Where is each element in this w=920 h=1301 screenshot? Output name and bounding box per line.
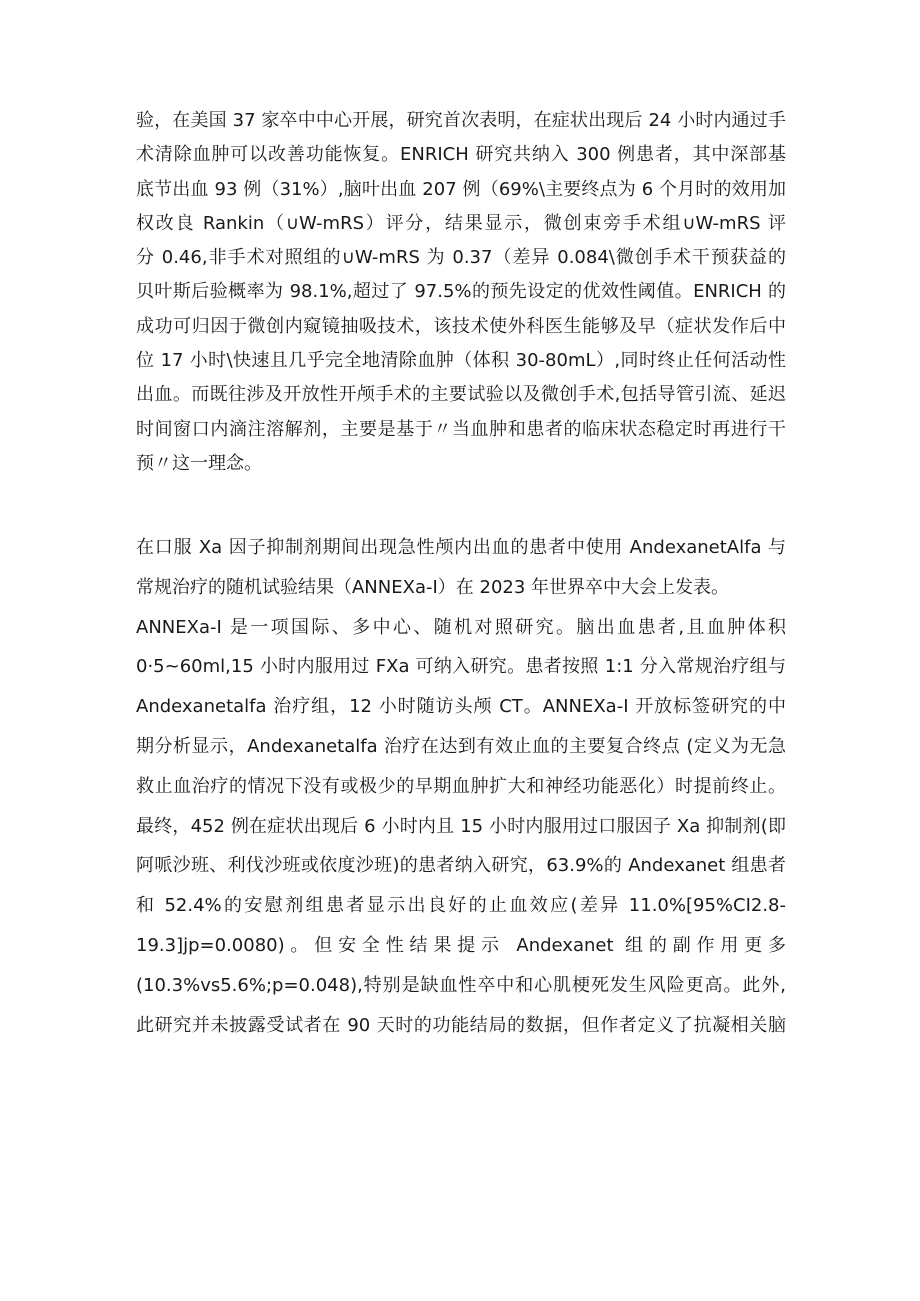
text-line: 0·5~60ml,15 小时内服用过 FXa 可纳入研究。患者按照 1:1 分入常规治疗组与 bbox=[136, 656, 786, 678]
text-line: 最终，452 例在症状出现后 6 小时内且 15 小时内服用过口服因子 Xa 抑制剂(即 bbox=[136, 815, 786, 837]
text-line: 成功可归因于微创内窥镜抽吸技术，该技术使外科医生能够及早（症状发作后中 bbox=[136, 315, 786, 337]
text-line: 验，在美国 37 家卒中中心开展，研究首次表明，在症状出现后 24 小时内通过手 bbox=[136, 110, 786, 131]
text-line: 常规治疗的随机试验结果（ANNEXa-I）在 2023 年世界卒中大会上发表。 bbox=[136, 576, 730, 598]
paragraph-annexa bbox=[136, 528, 786, 1045]
text-line: 底节出血 93 例（31%）,脑叶出血 207 例（69%\主要终点为 6 个月时的效用加 bbox=[136, 178, 786, 200]
text-line: 和 52.4%的安慰剂组患者显示出良好的止血效应(差异 11.0%[95%CI2.8- bbox=[136, 895, 786, 917]
text-line: 19.3]jp=0.0080)。但安全性结果提示 Andexanet 组的副作用更多 bbox=[136, 934, 786, 956]
text-line: 在口服 Xa 因子抑制剂期间出现急性颅内出血的患者中使用 AndexanetAlfa 与 bbox=[136, 537, 786, 558]
text-line: 术清除血肿可以改善功能恢复。ENRICH 研究共纳入 300 例患者，其中深部基 bbox=[136, 144, 786, 166]
text-line: ANNEXa-I 是一项国际、多中心、随机对照研究。脑出血患者,且血肿体积 bbox=[136, 616, 786, 638]
text-line: 贝叶斯后验概率为 98.1%,超过了 97.5%的预先设定的优效性阈值。ENRICH 的 bbox=[136, 281, 786, 303]
text-line: 预〃这一理念。 bbox=[136, 452, 262, 474]
text-line: (10.3%vs5.6%;p=0.048),特别是缺血性卒中和心肌梗死发生风险更高。此外, bbox=[136, 974, 786, 996]
text-line: 救止血治疗的情况下没有或极少的早期血肿扩大和神经功能恶化）时提前终止。 bbox=[136, 775, 786, 797]
text-line: Andexanetalfa 治疗组，12 小时随访头颅 CT。ANNEXa-I 开放标签研究的中 bbox=[136, 696, 786, 718]
text-line: 此研究并未披露受试者在 90 天时的功能结局的数据，但作者定义了抗凝相关脑 bbox=[136, 1014, 786, 1036]
text-line: 阿哌沙班、利伐沙班或依度沙班)的患者纳入研究，63.9%的 Andexanet 组患者 bbox=[136, 855, 786, 877]
text-line: 时间窗口内滴注溶解剂，主要是基于〃当血肿和患者的临床状态稳定时再进行干 bbox=[136, 418, 786, 440]
text-line: 分 0.46,非手术对照组的∪W-mRS 为 0.37（差异 0.084\微创手术干预获益的 bbox=[136, 247, 786, 269]
text-line: 期分析显示，Andexanetalfa 治疗在达到有效止血的主要复合终点 (定义为无急 bbox=[136, 735, 786, 757]
text-line: 出血。而既往涉及开放性开颅手术的主要试验以及微创手术,包括导管引流、延迟 bbox=[136, 384, 786, 406]
text-line: 权改良 Rankin（∪W-mRS）评分，结果显示，微创束旁手术组∪W-mRS 评 bbox=[136, 212, 786, 234]
text-line: 位 17 小时\快速且几乎完全地清除血肿（体积 30-80mL）,同时终止任何活动性 bbox=[136, 350, 786, 372]
paragraph-enrich bbox=[136, 104, 786, 481]
